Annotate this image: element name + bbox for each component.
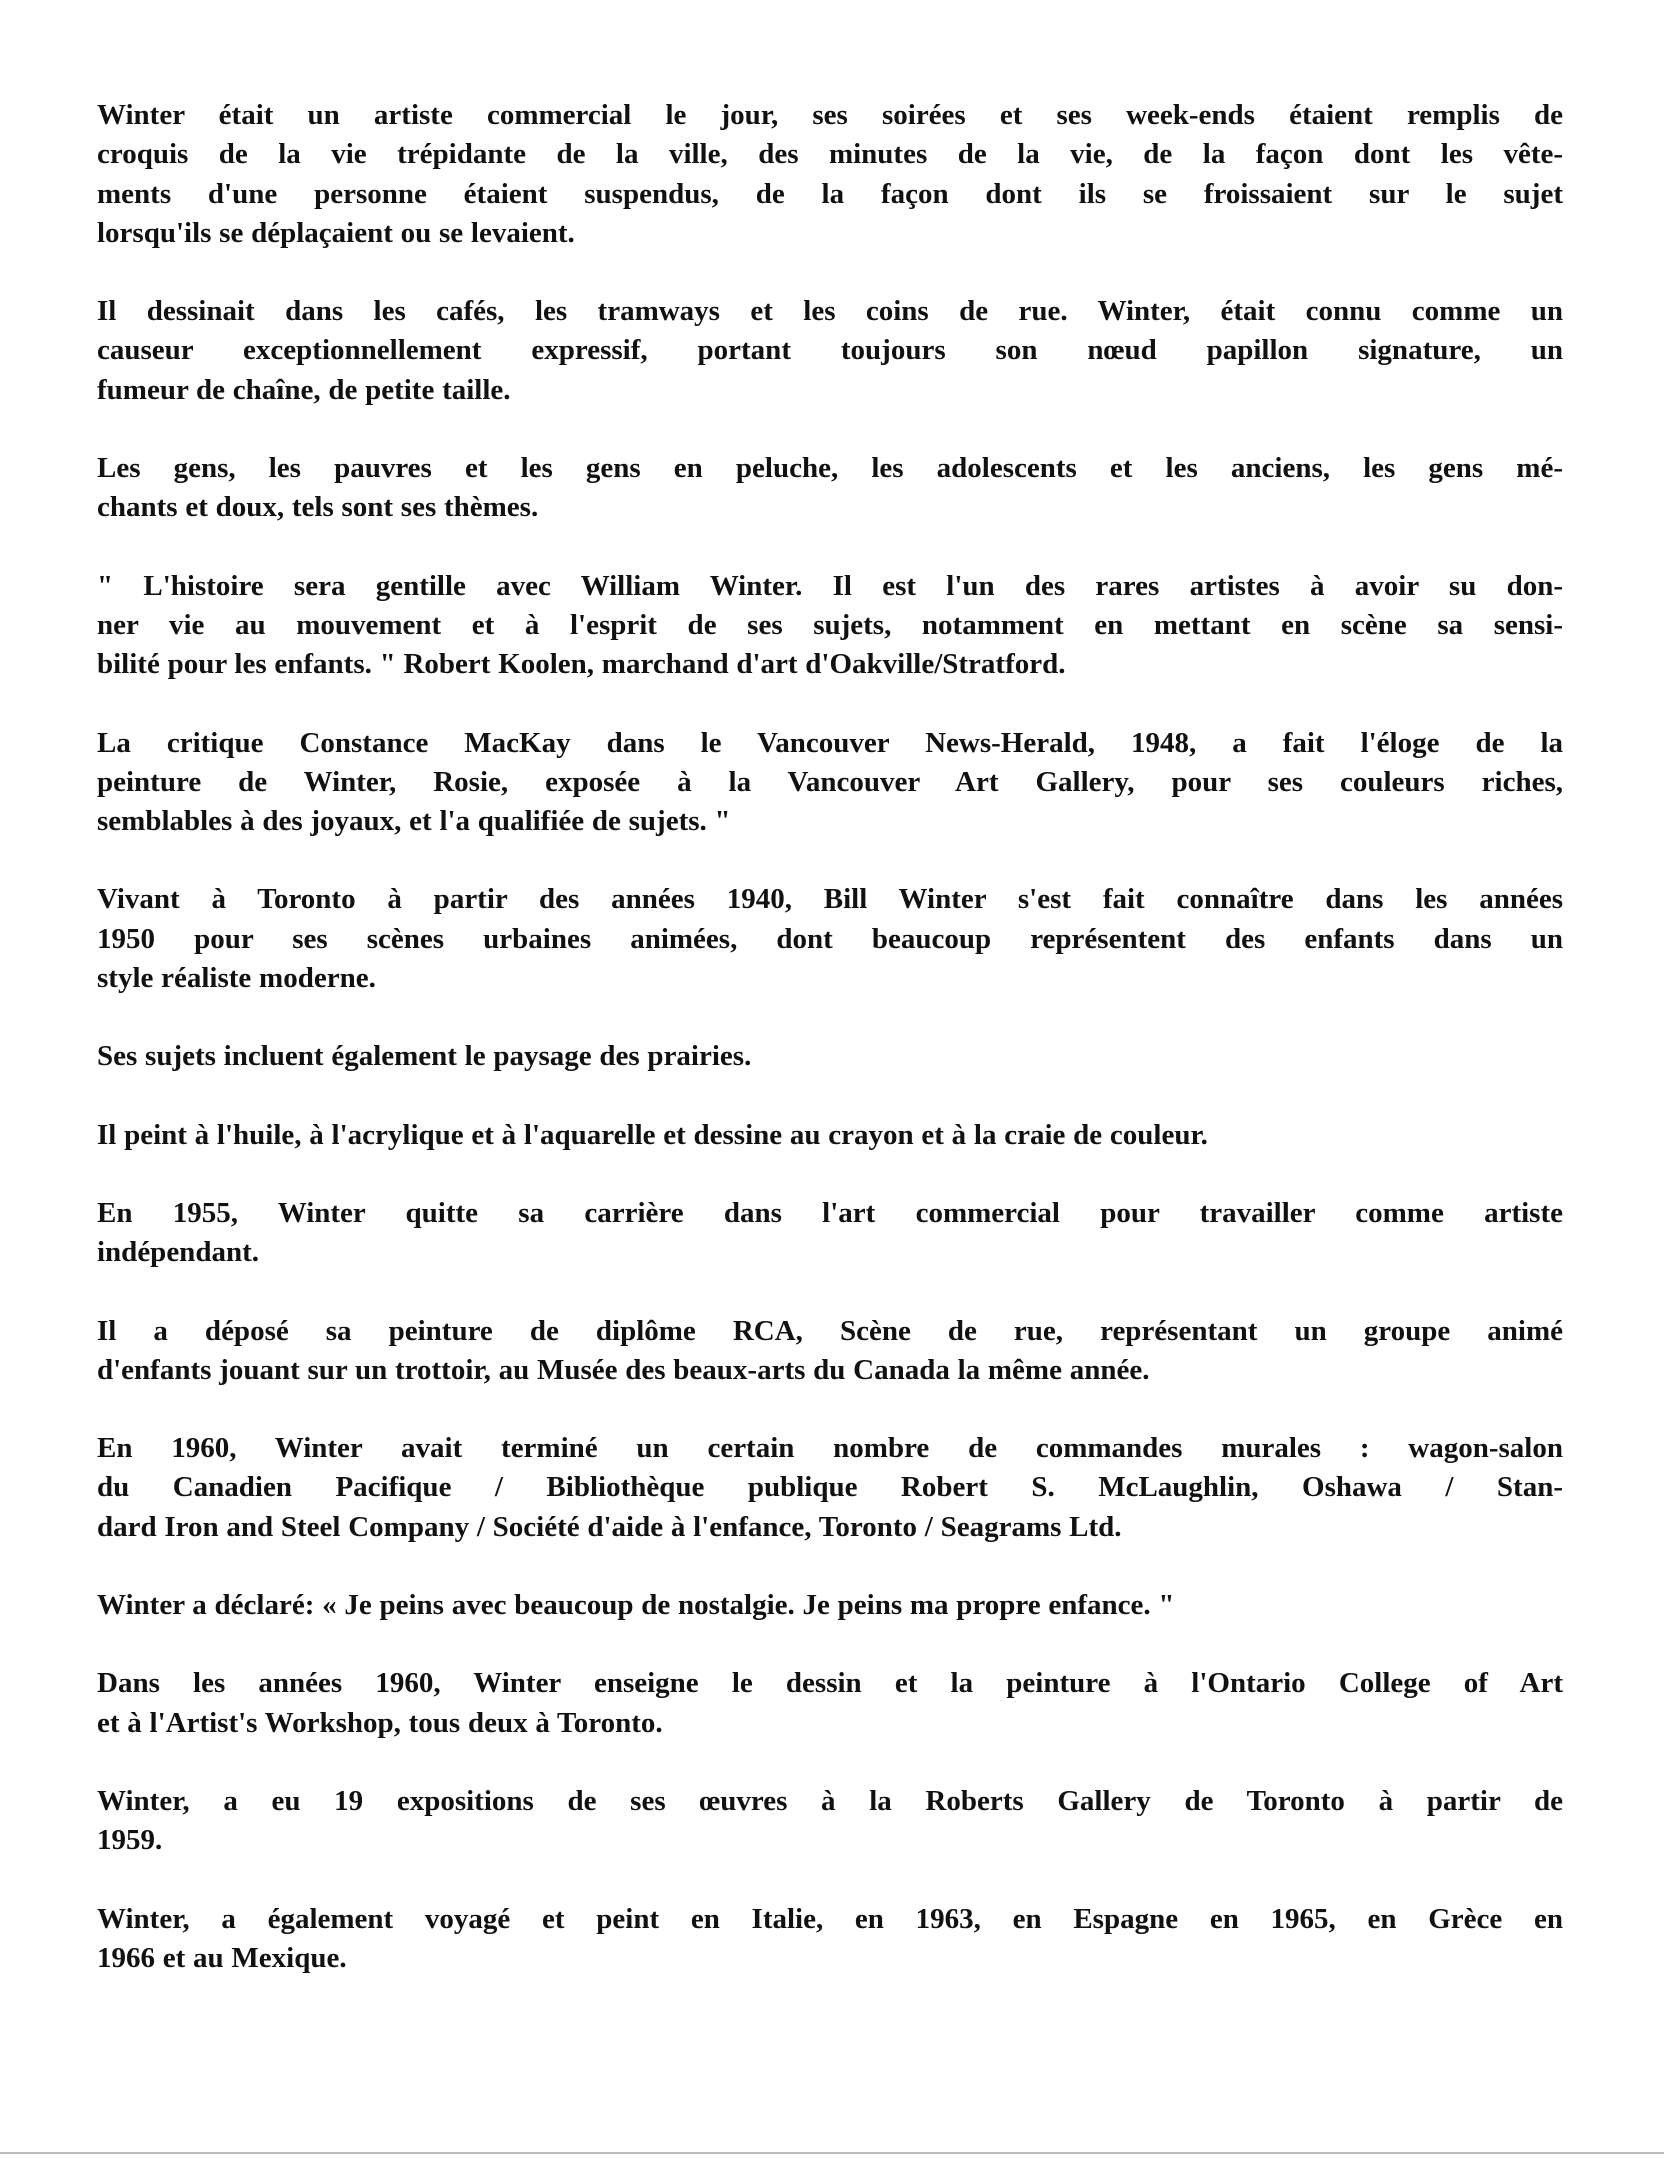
text-line: 1950 pour ses scènes urbaines animées, dont beaucoup représentent des enfants dans un	[97, 922, 1563, 955]
paragraph-9	[97, 1194, 1563, 1273]
text-line: En 1955, Winter quitte sa carrière dans l'art commercial pour travailler comme artiste	[97, 1196, 1563, 1229]
paragraph-7	[97, 1037, 1563, 1076]
text-line: lorsqu'ils se déplaçaient ou se levaient.	[97, 216, 575, 249]
text-line: Winter, a également voyagé et peint en Italie, en 1963, en Espagne en 1965, en Grèce en	[97, 1902, 1563, 1935]
text-line: croquis de la vie trépidante de la ville, des minutes de la vie, de la façon dont les vête-	[97, 138, 1563, 171]
text-line: chants et doux, tels sont ses thèmes.	[97, 491, 539, 524]
text-line: et à l'Artist's Workshop, tous deux à Toronto.	[97, 1706, 663, 1739]
paragraph-4	[97, 567, 1563, 685]
document-body	[97, 96, 1563, 2017]
text-line: 1959.	[97, 1824, 163, 1857]
text-line: 1966 et au Mexique.	[97, 1941, 347, 1974]
text-line: causeur exceptionnellement expressif, portant toujours son nœud papillon signature, un	[97, 334, 1563, 367]
text-line: dard Iron and Steel Company / Société d'aide à l'enfance, Toronto / Seagrams Ltd.	[97, 1510, 1122, 1543]
paragraph-11	[97, 1429, 1563, 1547]
text-line: Winter a déclaré: « Je peins avec beaucoup de nostalgie. Je peins ma propre enfance. "	[97, 1589, 1175, 1622]
text-line: semblables à des joyaux, et l'a qualifiée de sujets. "	[97, 805, 731, 838]
bottom-edge-rule	[0, 2152, 1664, 2154]
text-line: bilité pour les enfants. " Robert Koolen, marchand d'art d'Oakville/Stratford.	[97, 648, 1066, 681]
text-line: Les gens, les pauvres et les gens en peluche, les adolescents et les anciens, les gens mé-	[97, 452, 1563, 485]
text-line: style réaliste moderne.	[97, 962, 376, 995]
text-line: Ses sujets incluent également le paysage des prairies.	[97, 1040, 752, 1073]
text-line: En 1960, Winter avait terminé un certain nombre de commandes murales : wagon-salon	[97, 1432, 1563, 1465]
paragraph-10	[97, 1312, 1563, 1391]
paragraph-12	[97, 1586, 1563, 1625]
text-line: Il peint à l'huile, à l'acrylique et à l'aquarelle et dessine au crayon et à la craie de couleur.	[97, 1118, 1208, 1151]
paragraph-8	[97, 1116, 1563, 1155]
paragraph-3	[97, 449, 1563, 528]
paragraph-14	[97, 1782, 1563, 1861]
text-line: ments d'une personne étaient suspendus, de la façon dont ils se froissaient sur le sujet	[97, 177, 1563, 210]
text-line: Il a déposé sa peinture de diplôme RCA, Scène de rue, représentant un groupe animé	[97, 1314, 1563, 1347]
text-line: fumeur de chaîne, de petite taille.	[97, 373, 511, 406]
text-line: Winter, a eu 19 expositions de ses œuvres à la Roberts Gallery de Toronto à partir de	[97, 1784, 1563, 1817]
text-line: Dans les années 1960, Winter enseigne le dessin et la peinture à l'Ontario College of Art	[97, 1667, 1563, 1700]
paragraph-13	[97, 1664, 1563, 1743]
text-line: " L'histoire sera gentille avec William Winter. Il est l'un des rares artistes à avoir su don-	[97, 569, 1563, 602]
text-line: du Canadien Pacifique / Bibliothèque publique Robert S. McLaughlin, Oshawa / Stan-	[97, 1471, 1563, 1504]
paragraph-15	[97, 1900, 1563, 1979]
paragraph-2	[97, 292, 1563, 410]
text-line: Winter était un artiste commercial le jour, ses soirées et ses week-ends étaient remplis de	[97, 99, 1563, 131]
text-line: ner vie au mouvement et à l'esprit de ses sujets, notamment en mettant en scène sa sensi-	[97, 608, 1563, 641]
text-line: La critique Constance MacKay dans le Vancouver News-Herald, 1948, a fait l'éloge de la	[97, 726, 1563, 759]
paragraph-6	[97, 880, 1563, 998]
text-line: peinture de Winter, Rosie, exposée à la Vancouver Art Gallery, pour ses couleurs riches,	[97, 765, 1563, 798]
text-line: Vivant à Toronto à partir des années 1940, Bill Winter s'est fait connaître dans les années	[97, 883, 1563, 916]
paragraph-5	[97, 724, 1563, 842]
paragraph-1	[97, 96, 1563, 253]
text-line: Il dessinait dans les cafés, les tramways et les coins de rue. Winter, était connu comme un	[97, 295, 1563, 328]
text-line: d'enfants jouant sur un trottoir, au Musée des beaux-arts du Canada la même année.	[97, 1353, 1150, 1386]
text-line: indépendant.	[97, 1236, 259, 1269]
